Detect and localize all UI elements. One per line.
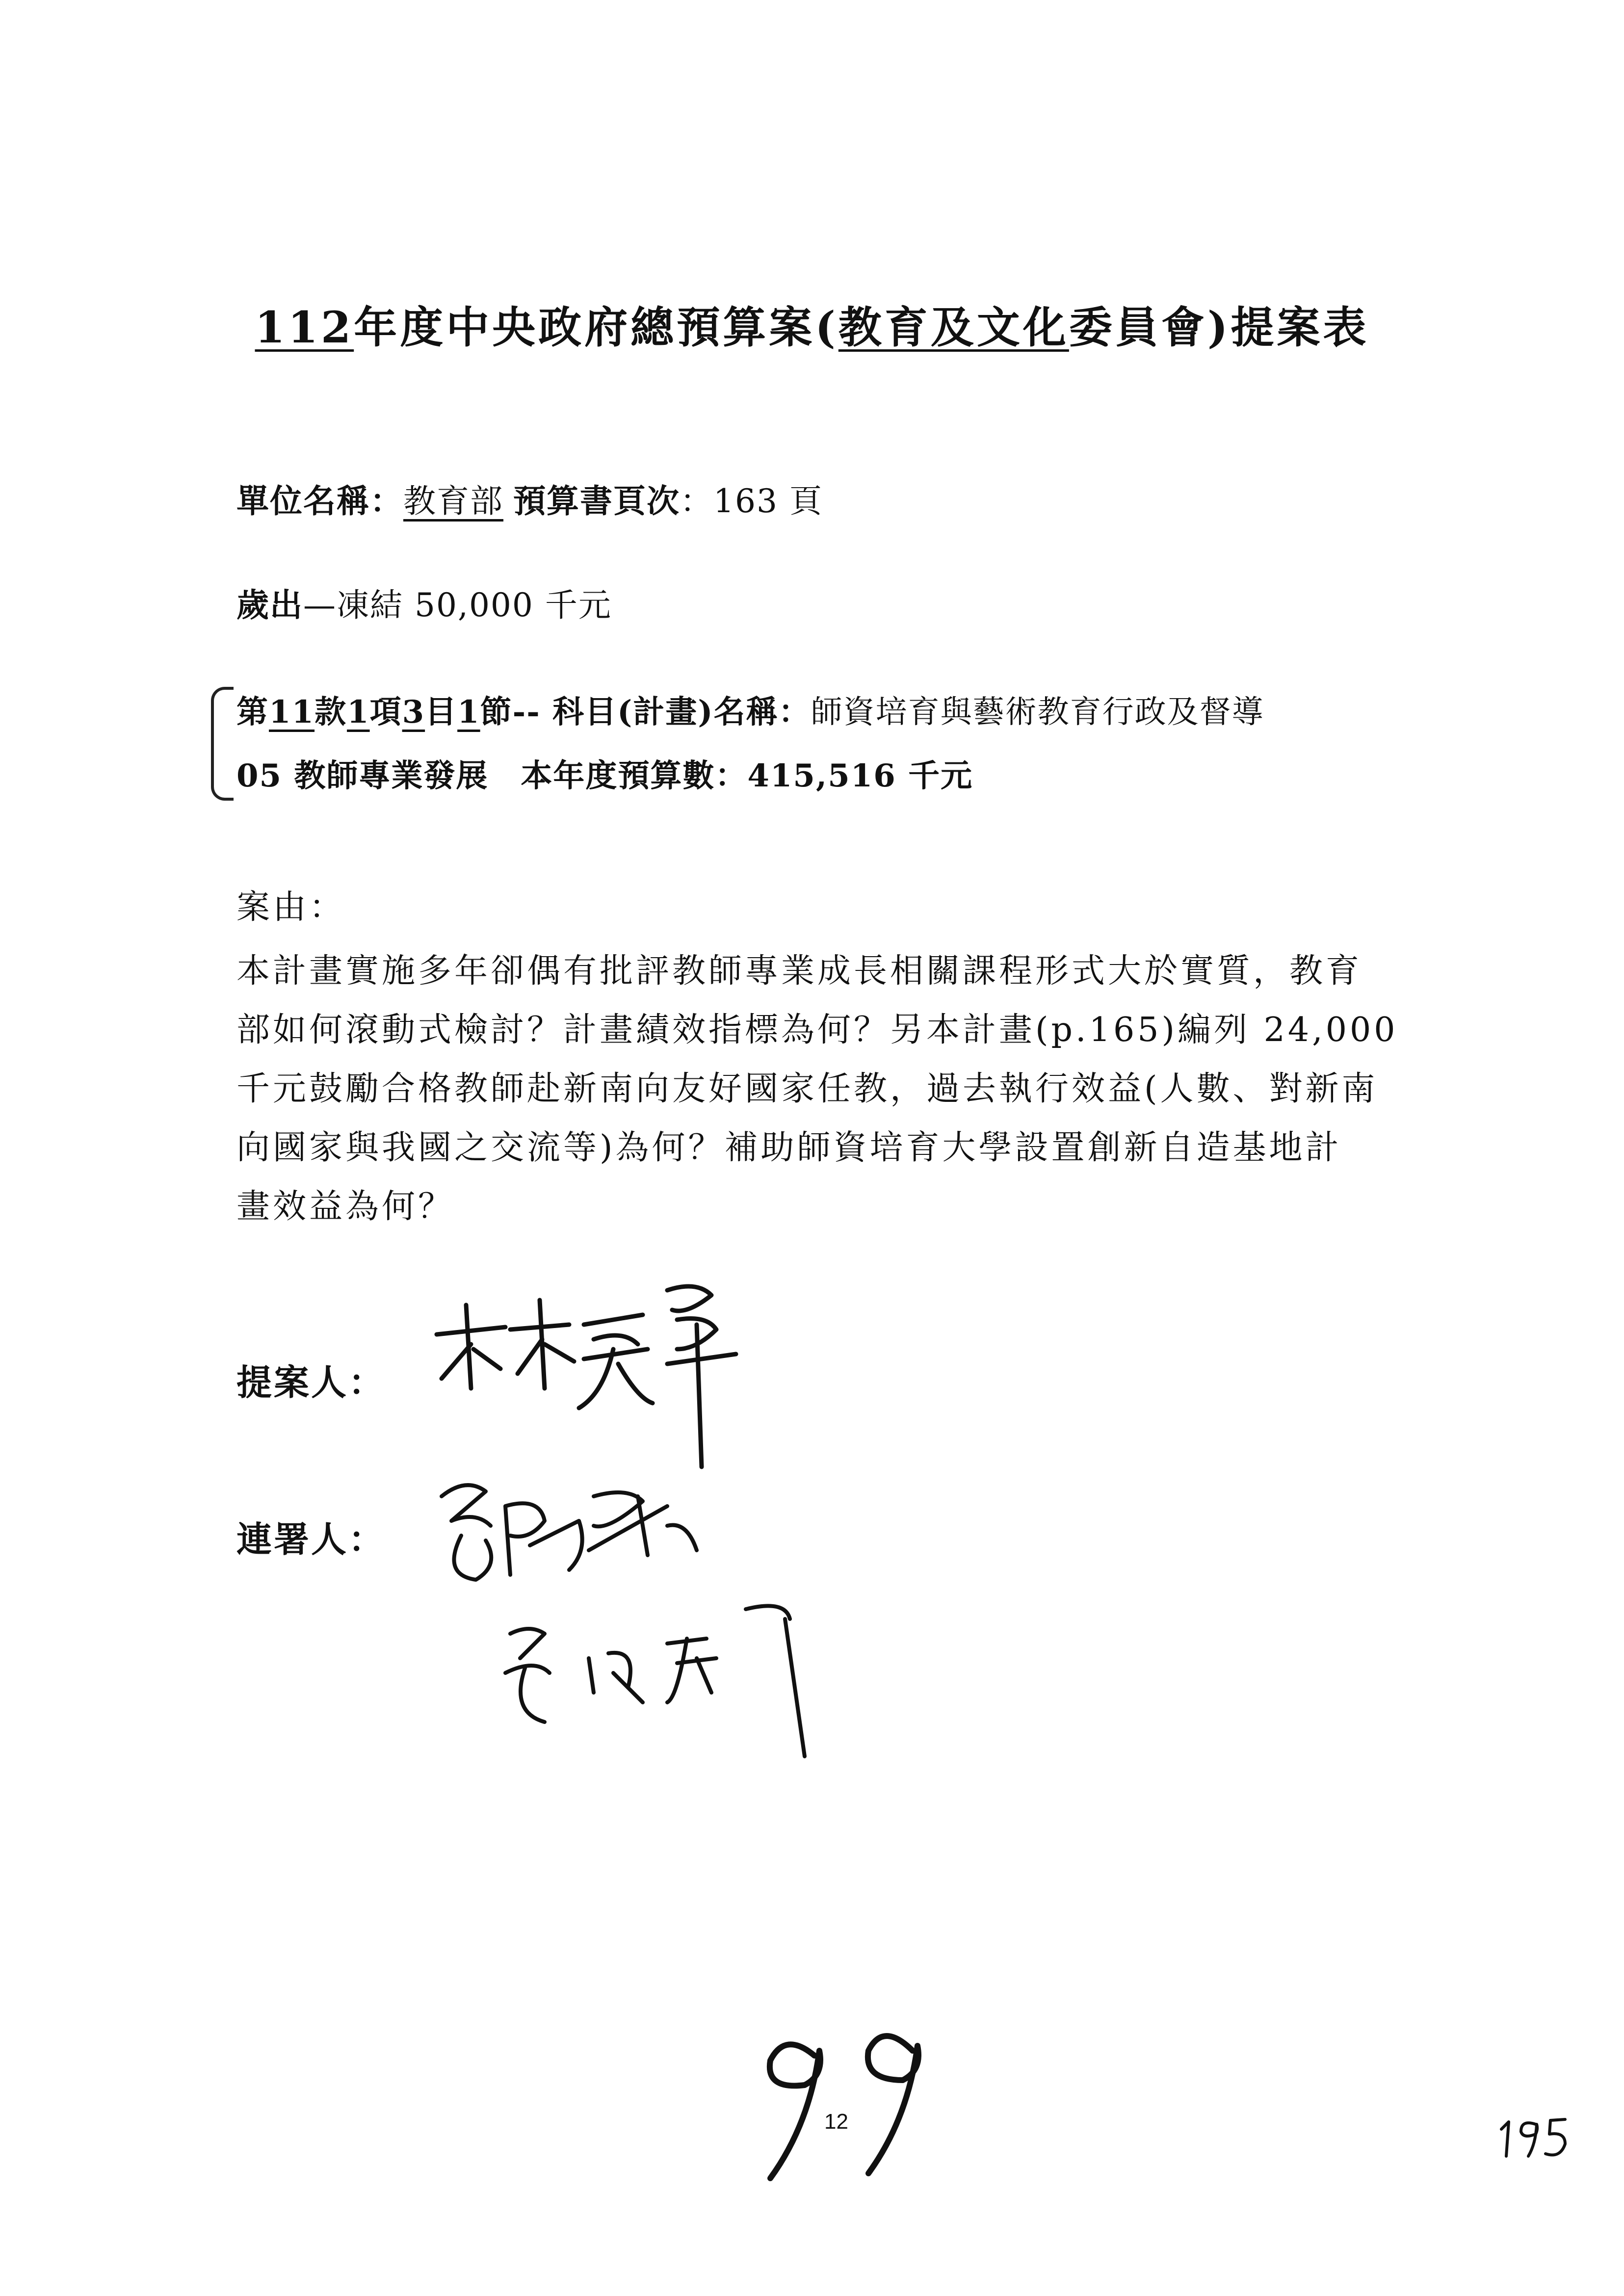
- subject-jie-unit: 節: [480, 694, 513, 731]
- document-title: [0, 293, 1624, 355]
- proposer-signature: [422, 1276, 765, 1482]
- subject-kuan-unit: 款: [314, 694, 347, 731]
- subject-kuan: 11: [269, 694, 315, 731]
- unit-label: 單位名稱：: [236, 482, 403, 520]
- subject-mu-unit: 目: [425, 694, 458, 731]
- subject-line-1: [236, 687, 1264, 732]
- cosigner-signature-2: [491, 1590, 834, 1766]
- title-end: 委員會)提案表: [1069, 302, 1369, 353]
- reason-line: 向國家與我國之交流等)為何？補助師資培育大學設置創新自造基地計: [236, 1128, 1342, 1167]
- corner-handwritten-number: [1492, 2110, 1575, 2164]
- reason-label: 案由：: [236, 888, 346, 927]
- subject-name-value: 師資培育與藝術教育行政及督導: [811, 694, 1264, 731]
- subject-jie: 1: [457, 694, 480, 731]
- printed-page-number: 12: [824, 2110, 848, 2134]
- proposer-label: 提案人：: [236, 1361, 386, 1403]
- page-value: ：163 頁: [680, 482, 823, 520]
- expenditure-value: —凍結 50,000 千元: [303, 586, 612, 624]
- subject-dash: --: [512, 694, 553, 731]
- subject-xiang-unit: 項: [369, 694, 402, 731]
- cosigner-signature-1: [432, 1467, 736, 1594]
- expenditure-row: [236, 579, 612, 626]
- unit-name: 教育部: [403, 482, 503, 520]
- subject-xiang: 1: [347, 694, 370, 731]
- title-committee: 教育及文化: [838, 302, 1069, 353]
- title-year: 112: [255, 302, 354, 353]
- page-label: 預算書頁次: [513, 482, 680, 520]
- subject-mu: 3: [402, 694, 425, 731]
- subject-line-2: 05 教師專業發展 本年度預算數：415,516 千元: [236, 757, 973, 794]
- unit-row: [236, 475, 823, 522]
- reason-line: 千元鼓勵合格教師赴新南向友好國家任教，過去執行效益(人數、對新南: [236, 1070, 1378, 1108]
- title-middle: 年度中央政府總預算案(: [354, 302, 838, 353]
- reason-line: 畫效益為何？: [236, 1187, 455, 1226]
- subject-bracket: [211, 687, 234, 801]
- subject-di: 第: [236, 694, 269, 731]
- subject-name-label: 科目(計畫)名稱：: [552, 694, 811, 731]
- cosigner-label: 連署人：: [236, 1518, 386, 1560]
- handwritten-page-number: [751, 2011, 967, 2198]
- expenditure-label: 歲出: [236, 586, 303, 624]
- reason-line: 部如何滾動式檢討？計畫績效指標為何？另本計畫(p.165)編列 24,000: [236, 1011, 1398, 1049]
- reason-line: 本計畫實施多年卻偶有批評教師專業成長相關課程形式大於實質，教育: [236, 952, 1362, 991]
